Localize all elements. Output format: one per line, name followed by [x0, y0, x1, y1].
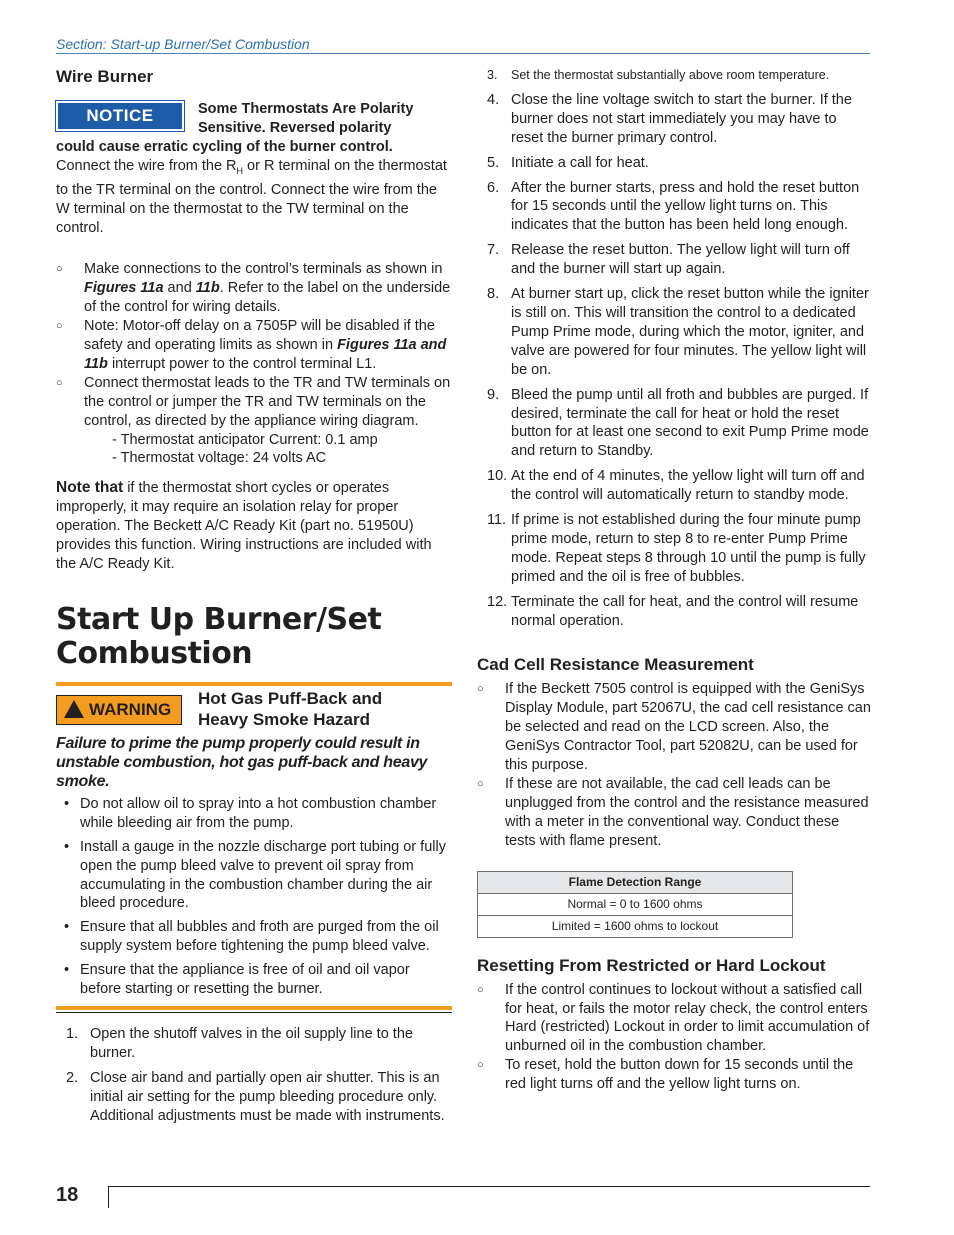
cad-cell-bullets [477, 680, 871, 850]
footer-divider [108, 1186, 109, 1208]
page-title: Start Up Burner/Set Combustion [56, 601, 382, 671]
list-item: • Install a gauge in the nozzle discharge port tubing or fully open the pump bleed valve to prevent oil spray from accumulating in the combustion chamber during the air bleed procedure. [56, 838, 452, 914]
resetting-heading: Resetting From Restricted or Hard Lockout [477, 955, 826, 975]
header-rule [56, 53, 870, 54]
thermostat-voltage: - Thermostat voltage: 24 volts AC [112, 450, 327, 467]
list-item: 10. At the end of 4 minutes, the yellow light will turn off and the control will automatically return to standby mode. [487, 468, 865, 504]
list-item: ○ If these are not available, the cad cell leads can be unplugged from the control and the resistance measured with a meter in the conventional way. Conduct these tests with flame present. [477, 775, 871, 851]
warning-badge: WARNING [56, 695, 182, 725]
list-item: 8. At burner start up, click the reset button while the igniter is still on. This will transition the control to a dedicated Pump Prime mode, during which the motor, igniter, and valve are powered for four minutes. The yellow light will be on. [487, 286, 869, 378]
list-item: • Ensure that all bubbles and froth are purged from the oil supply system before tightening the pump bleed valve. [56, 918, 452, 956]
list-item: 9. Bleed the pump until all froth and bubbles are purged. If desired, terminate the call for heat or hold the reset button for at least one second to exit Pump Prime mode and return to Standby. [487, 386, 869, 460]
list-item: ○ Note: Motor-off delay on a 7505P will be disabled if the safety and operating limits as shown in Figures 11a and 11b interrupt power to the control terminal L1. [56, 317, 452, 374]
warning-text: Failure to prime the pump properly could result in unstable combustion, hot gas puff-back and heavy smoke. [56, 734, 428, 790]
list-item: 12. Terminate the call for heat, and the control will resume normal operation. [487, 593, 859, 629]
notice-block [56, 101, 452, 141]
table-cell: Limited = 1600 ohms to lockout [478, 915, 793, 937]
warning-heading: Hot Gas Puff-Back and Heavy Smoke Hazard [198, 688, 383, 729]
list-item: 11. If prime is not established during the four minute pump prime mode, return to step 8 to re-enter Pump Prime mode. Repeat steps 8 through 10 until the pump is fully primed and the oil is free of bubbles. [487, 512, 866, 585]
steps-right [487, 66, 871, 630]
list-item: ○ If the control continues to lockout without a satisfied call for heat, or fails the motor relay check, the control enters Hard (restricted) Lockout in order to limit accumulation of unburned oil in the combustion chamber. [477, 981, 871, 1057]
flame-detection-table [477, 871, 793, 938]
note-paragraph: Note that if the thermostat short cycles or operates improperly, it may require an isolation relay for proper operation. The Beckett A/C Ready Kit (part no. 51950U) provides this function. Wiring instructions are included with the A/C Ready Kit. [56, 479, 432, 573]
warning-bullets [56, 795, 452, 999]
table-row [478, 915, 793, 937]
warning-bottom-rule [56, 1006, 452, 1010]
table-cell: Normal = 0 to 1600 ohms [478, 893, 793, 915]
page-number: 18 [56, 1184, 79, 1206]
list-item: • Ensure that the appliance is free of oil and oil vapor before starting or resetting the burner. [56, 961, 452, 999]
warning-block [56, 686, 452, 732]
list-item: 4. Close the line voltage switch to start the burner. If the burner does not start immediately you may have to reset the burner primary control. [487, 91, 852, 146]
steps-left [66, 1025, 452, 1126]
notice-text-3: could cause erratic cycling of the burner control. [56, 139, 393, 155]
warning-triangle-icon [64, 700, 84, 718]
notice-text-2: Sensitive. Reversed polarity [198, 120, 392, 136]
section-header: Section: Start-up Burner/Set Combustion [56, 36, 310, 52]
list-item: 5. Initiate a call for heat. [487, 154, 649, 171]
cad-cell-heading: Cad Cell Resistance Measurement [477, 655, 754, 675]
list-item: ○ Make connections to the control’s terminals as shown in Figures 11a and 11b. Refer to the label on the underside of the control for wiring details. [56, 260, 452, 317]
table-header: Flame Detection Range [478, 871, 793, 893]
wire-bullets [56, 260, 452, 468]
resetting-bullets [477, 981, 871, 1094]
list-item: 1. Open the shutoff valves in the oil supply line to the burner. [66, 1025, 413, 1061]
notice-badge: NOTICE [56, 101, 184, 131]
left-column [56, 66, 452, 1132]
warning-bottom-thin-rule [56, 1012, 452, 1013]
table-row [478, 893, 793, 915]
list-item: • Do not allow oil to spray into a hot combustion chamber while bleeding air from the pump. [56, 795, 452, 833]
notice-text-1: Some Thermostats Are Polarity [198, 101, 414, 117]
list-item: 3. Set the thermostat substantially above room temperature. [487, 68, 830, 82]
wire-paragraph: Connect the wire from the $R_H$ or R terminal on the thermostat to the TR terminal on the control. Connect the wire from the W terminal on the thermostat to the TW terminal on the control. [56, 157, 447, 236]
list-item: 2. Close air band and partially open air shutter. This is an initial air setting for the pump bleeding procedure only. Additional adjustments must be made with instruments. [66, 1069, 445, 1124]
right-column [477, 66, 871, 1094]
thermostat-current: - Thermostat anticipator Current: 0.1 amp [112, 431, 378, 448]
list-item: ○ Connect thermostat leads to the TR and TW terminals on the control or jumper the TR and TW terminals on the control, as directed by the appliance wiring diagram. - Thermostat anticipator Current: 0.1 amp - Thermostat voltage: 24 volts AC [56, 374, 452, 469]
list-item: ○ If the Beckett 7505 control is equipped with the GeniSys Display Module, part 52067U, the cad cell resistance can be selected and read on the LCD screen. Also, the GeniSys Contractor Tool, part 52082U, can be used for this purpose. [477, 680, 871, 775]
list-item: ○ To reset, hold the button down for 15 seconds until the red light turns off and the yellow light turns on. [477, 1056, 871, 1094]
list-item: 7. Release the reset button. The yellow light will turn off and the burner will start up again. [487, 242, 850, 278]
table-row [478, 871, 793, 893]
footer-rule [108, 1186, 870, 1187]
wire-burner-heading: Wire Burner [56, 67, 154, 86]
list-item: 6. After the burner starts, press and hold the reset button for 15 seconds until the yellow light turns on. This indicates that the button has been held long enough. [487, 179, 860, 234]
